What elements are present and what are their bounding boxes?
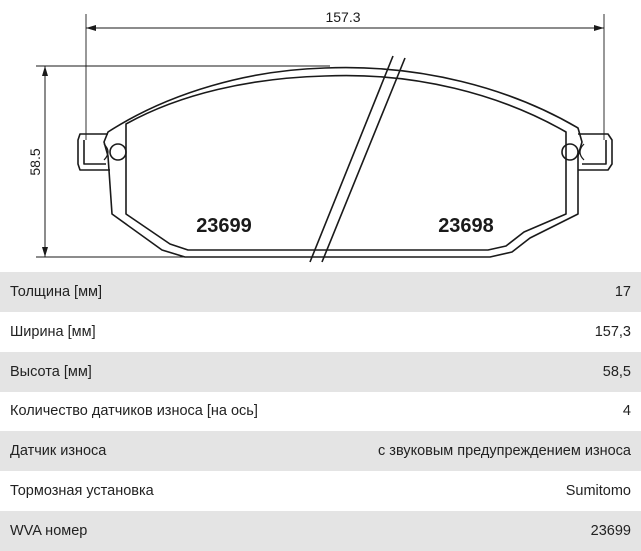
spec-value: с звуковым предупреждением износа bbox=[378, 443, 631, 460]
height-arrow-bottom bbox=[42, 247, 48, 257]
spec-label: Толщина [мм] bbox=[10, 283, 103, 300]
spec-row-wva-number bbox=[0, 511, 641, 551]
width-arrow-left bbox=[86, 25, 96, 31]
spec-label: Высота [мм] bbox=[10, 363, 92, 380]
spec-label: Ширина [мм] bbox=[10, 323, 96, 340]
spec-row-brake-system bbox=[0, 471, 641, 511]
spec-label: Датчик износа bbox=[10, 443, 107, 460]
right-ear-inner bbox=[582, 140, 606, 164]
spec-value: 4 bbox=[622, 403, 631, 420]
part-number-right: 23698 bbox=[438, 215, 494, 237]
spec-value: Sumitomo bbox=[565, 483, 631, 500]
brake-pad-svg bbox=[0, 0, 641, 272]
spec-label: Количество датчиков износа [на ось] bbox=[10, 403, 258, 420]
width-arrow-right bbox=[594, 25, 604, 31]
spec-table bbox=[0, 272, 641, 551]
spec-row-sensor-count bbox=[0, 392, 641, 432]
brake-pad-drawing bbox=[0, 0, 641, 272]
right-ear-hole bbox=[562, 144, 578, 160]
height-arrow-top bbox=[42, 66, 48, 76]
pad-outer-outline bbox=[104, 68, 582, 257]
left-ear-inner bbox=[84, 140, 106, 164]
spec-row-height bbox=[0, 352, 641, 392]
slot-line-right bbox=[322, 58, 405, 262]
width-dimension-label: 157.3 bbox=[325, 9, 361, 25]
spec-value: 23699 bbox=[590, 522, 631, 539]
spec-value: 17 bbox=[614, 283, 631, 300]
left-ear-hole bbox=[110, 144, 126, 160]
part-number-left: 23699 bbox=[196, 215, 252, 237]
spec-label: WVA номер bbox=[10, 522, 88, 539]
spec-label: Тормозная установка bbox=[10, 483, 154, 500]
spec-value: 58,5 bbox=[602, 363, 631, 380]
spec-value: 157,3 bbox=[594, 323, 631, 340]
spec-row-thickness bbox=[0, 272, 641, 312]
height-dimension-label: 58.5 bbox=[27, 148, 43, 176]
spec-row-wear-sensor bbox=[0, 431, 641, 471]
slot-line-left bbox=[310, 56, 393, 262]
pad-inner-outline bbox=[126, 76, 566, 250]
spec-row-width bbox=[0, 312, 641, 352]
